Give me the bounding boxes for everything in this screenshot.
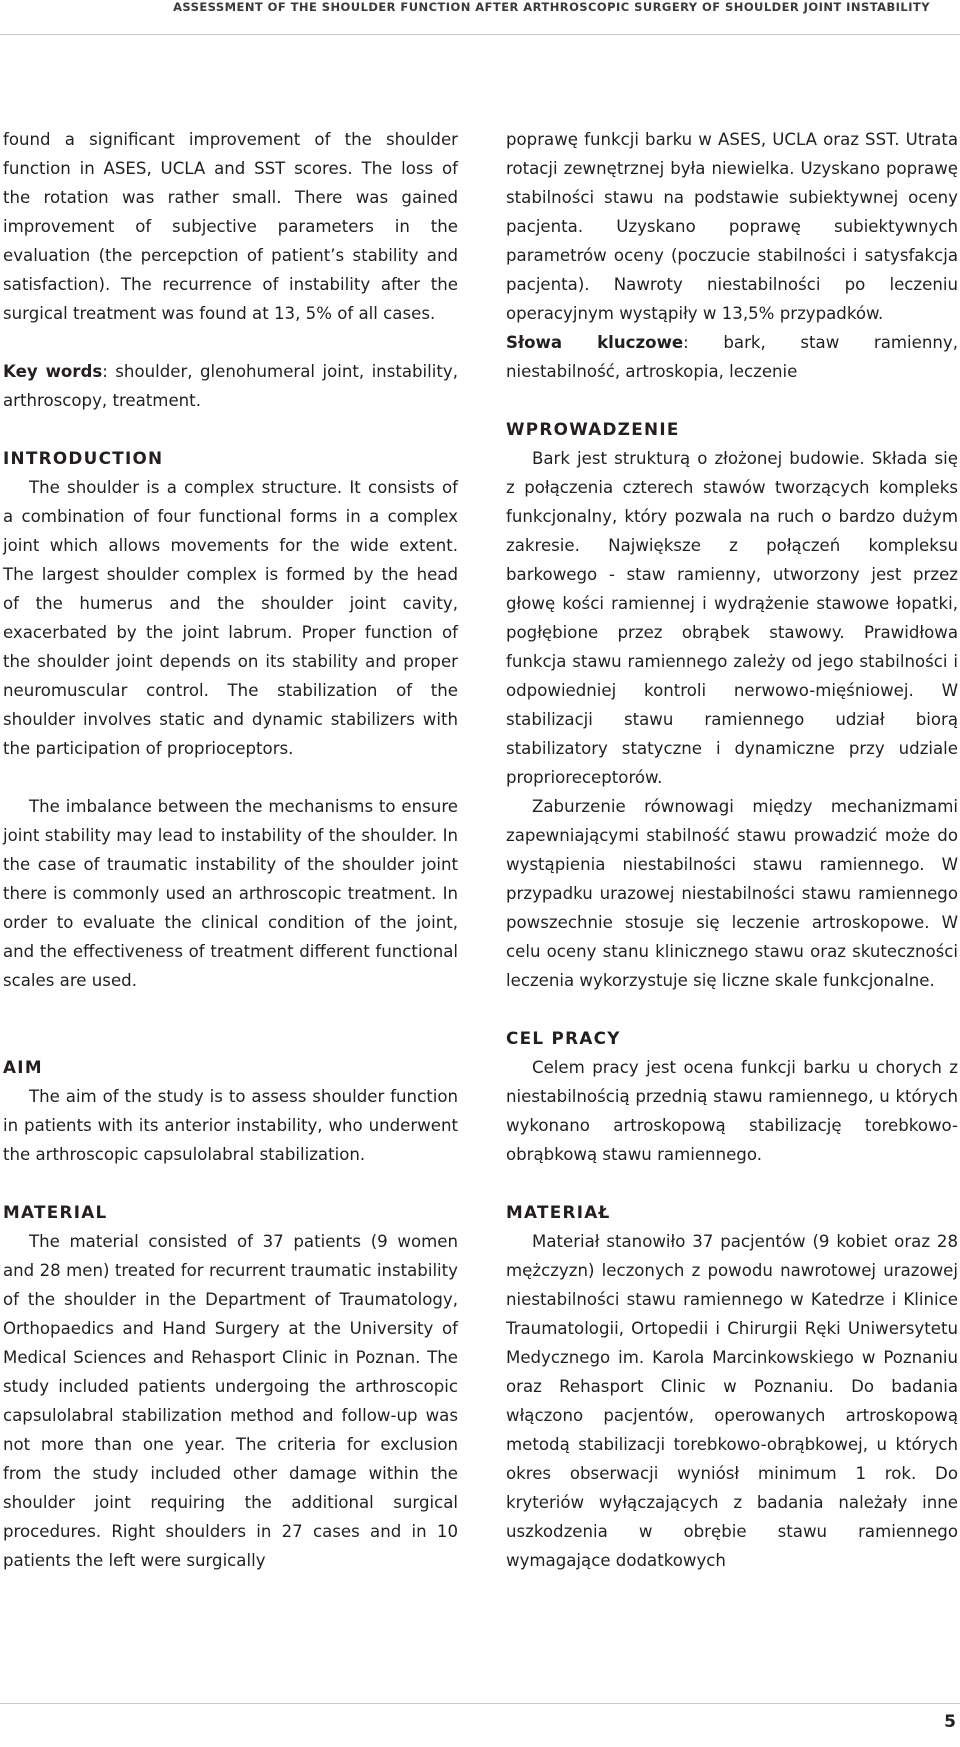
polish-column [506, 125, 958, 1575]
aim-paragraph-pl: Celem pracy jest ocena funkcji barku u chorych z niestabilnością przednią stawu ramiennego, u których wykonano artroskopową stabilizację torebkowo-obrąbkową stawu ramiennego. [506, 1058, 958, 1164]
footer-rule [0, 1703, 960, 1704]
material-heading-pl: MATERIAŁ [506, 1202, 611, 1222]
introduction-p1-en: The shoulder is a complex structure. It consists of a combination of four functional forms in a complex joint which allows movements for the wide extent. The largest shoulder complex is formed by the head of the humerus and the shoulder joint cavity, exacerbated by the joint labrum. Proper function of the shoulder joint depends on its stability and proper neuromuscular control. The stabilization of the shoulder involves static and dynamic stabilizers with the participation of proprioceptors. [3, 478, 458, 758]
abstract-end-en: found a significant improvement of the shoulder function in ASES, UCLA and SST scores. The loss of the rotation was rather small. There was gained improvement of subjective parameters in the evaluation (the percepction of patient’s stability and satisfaction). The recurrence of instability after the surgical treatment was found at 13, 5% of all cases. [3, 130, 458, 323]
running-head-text: ASSESSMENT OF THE SHOULDER FUNCTION AFTER ARTHROSCOPIC SURGERY OF SHOULDER JOINT INSTABILITY [173, 0, 930, 14]
aim-heading-pl: CEL PRACY [506, 1028, 621, 1048]
keywords-pl [506, 328, 958, 386]
introduction-p1-pl: Bark jest strukturą o złożonej budowie. Składa się z połączenia czterech stawów tworzących kompleks funkcjonalny, który pozwala na ruch o bardzo dużym zakresie. Największe z połączeń kompleksu barkowego - staw ramienny, utworzony jest przez głowę kości ramiennej i wydrążenie stawowe łopatki, pogłębione przez obrąbek stawowy. Prawidłowa funkcja stawu ramiennego zależy od jego stabilności i odpowiedniej kontroli nerwowo-mięśniowej. W stabilizacji stawu ramiennego udział biorą stabilizatory statyczne i dynamiczne przy udziale proprioreceptorów. [506, 449, 958, 787]
material-paragraph-pl: Materiał stanowiło 37 pacjentów (9 kobiet oraz 28 mężczyzn) leczonych z powodu nawrotowej urazowej niestabilności stawu ramiennego w Katedrze i Klinice Traumatologii, Ortopedii i Chirurgii Ręki Uniwersytetu Medycznego im. Karola Marcinkowskiego w Poznaniu oraz Rehasport Clinic w Poznaniu. Do badania włączono pacjentów, operowanych artroskopową metodą stabilizacji torebkowo-obrąbkowej, u których okres obserwacji wyniósł minimum 1 rok. Do kryteriów wyłączających z badania należały inne uszkodzenia w obrębie stawu ramiennego wymagające dodatkowych [506, 1232, 958, 1570]
material-heading-en: MATERIAL [3, 1202, 108, 1222]
keywords-label-en: Key words [3, 362, 103, 381]
aim-heading-en: AIM [3, 1057, 43, 1077]
keywords-text-pl: : bark, staw ramienny, niestabilność, artroskopia, leczenie [506, 333, 958, 381]
keywords-en [3, 357, 458, 415]
keywords-text-en: : shoulder, glenohumeral joint, instability, arthroscopy, treatment. [3, 362, 458, 410]
introduction-heading-pl: WPROWADZENIE [506, 419, 680, 439]
running-head [0, 0, 960, 35]
keywords-label-pl: Słowa kluczowe [506, 333, 684, 352]
introduction-heading-en: INTRODUCTION [3, 448, 164, 468]
introduction-p2-pl: Zaburzenie równowagi między mechanizmami zapewniającymi stabilność stawu prowadzić może do wystąpienia niestabilności stawu ramiennego. W przypadku urazowej niestabilności stawu ramiennego powszechnie stosuje się leczenie artroskopowe. W celu oceny stanu klinicznego stawu oraz skuteczności leczenia wykorzystuje się liczne skale funkcjonalne. [506, 797, 958, 990]
page-number: 5 [944, 1712, 956, 1732]
aim-paragraph-en: The aim of the study is to assess shoulder function in patients with its anterior instability, who underwent the arthroscopic capsulolabral stabilization. [3, 1087, 458, 1164]
abstract-end-pl: poprawę funkcji barku w ASES, UCLA oraz SST. Utrata rotacji zewnętrznej była niewielka. Uzyskano poprawę stabilności stawu na podstawie subiektywnej oceny pacjenta. Uzyskano poprawę subiektywnych parametrów oceny (poczucie stabilności i satysfakcja pacjenta). Nawroty niestabilności po leczeniu operacyjnym wystąpiły w 13,5% przypadków. [506, 130, 958, 323]
material-paragraph-en: The material consisted of 37 patients (9 women and 28 men) treated for recurrent traumatic instability of the shoulder in the Department of Traumatology, Orthopaedics and Hand Surgery at the University of Medical Sciences and Rehasport Clinic in Poznan. The study included patients undergoing the arthroscopic capsulolabral stabilization method and follow-up was not more than one year. The criteria for exclusion from the study included other damage within the shoulder joint requiring the additional surgical procedures. Right shoulders in 27 cases and in 10 patients the left were surgically [3, 1232, 458, 1570]
english-column [3, 125, 458, 1575]
introduction-p2-en: The imbalance between the mechanisms to ensure joint stability may lead to instability of the shoulder. In the case of traumatic instability of the shoulder joint there is commonly used an arthroscopic treatment. In order to evaluate the clinical condition of the joint, and the effectiveness of treatment different functional scales are used. [3, 797, 458, 990]
